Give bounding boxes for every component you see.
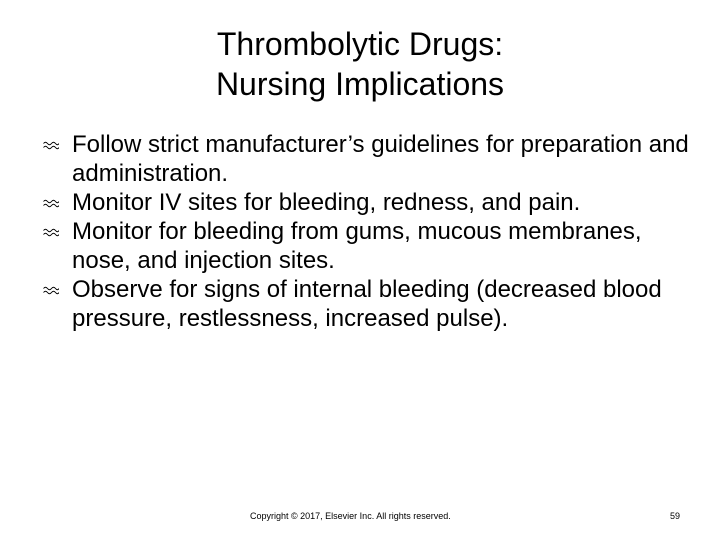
slide-title-line-2: Nursing Implications xyxy=(215,66,505,102)
page-number: 59 xyxy=(669,511,680,521)
wave-bullet-icon xyxy=(43,286,59,295)
wave-bullet-icon xyxy=(43,199,59,208)
bullet-text: Observe for signs of internal bleeding (decreased blood pressure, restlessness, increased pulse). xyxy=(72,276,662,332)
bullet-list xyxy=(43,130,703,333)
bullet-item xyxy=(43,188,703,217)
wave-bullet-icon xyxy=(43,141,59,150)
slide-title xyxy=(0,24,720,104)
copyright-notice: Copyright © 2017, Elsevier Inc. All rights reserved. xyxy=(250,511,451,521)
wave-bullet-icon xyxy=(43,228,59,237)
bullet-item xyxy=(43,130,703,188)
bullet-text: Monitor IV sites for bleeding, redness, and pain. xyxy=(72,189,581,216)
bullet-item xyxy=(43,217,703,275)
bullet-text: Follow strict manufacturer’s guidelines for preparation and administration. xyxy=(72,131,689,187)
slide-title-line-1: Thrombolytic Drugs: xyxy=(216,26,504,62)
bullet-text: Monitor for bleeding from gums, mucous membranes, nose, and injection sites. xyxy=(72,218,642,274)
bullet-item xyxy=(43,275,703,333)
